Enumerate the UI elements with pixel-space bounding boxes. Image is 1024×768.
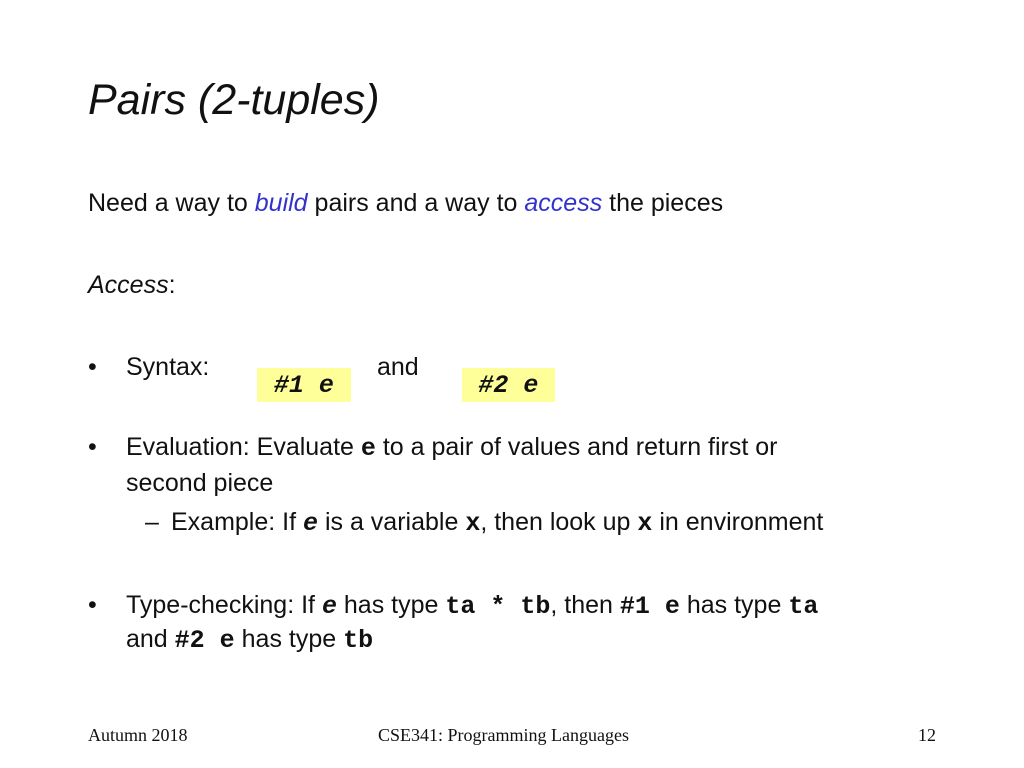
example-text-3: , then look up: [480, 508, 638, 536]
evaluation-text-2: to a pair of values and return first or: [375, 433, 778, 461]
typecheck-text-4: has type: [679, 591, 789, 619]
typecheck-code-ta: ta: [788, 592, 819, 621]
syntax-label: Syntax:: [126, 353, 210, 381]
footer-course: CSE341: Programming Languages: [378, 725, 629, 745]
typecheck-line-2: [126, 624, 373, 656]
bullet-marker-typecheck: •: [88, 591, 97, 619]
bullet-marker-syntax: •: [88, 353, 97, 381]
example-code-x-2: x: [637, 509, 653, 538]
typecheck-text-5: has type: [234, 625, 344, 653]
build-word: build: [254, 189, 308, 217]
access-heading-word: Access: [88, 271, 169, 299]
typecheck-line-1: [126, 590, 818, 622]
typecheck-code-second: #2 e: [174, 626, 235, 655]
evaluation-code-e: e: [360, 434, 376, 463]
intro-text-2: pairs and a way to: [307, 189, 525, 217]
page-number: 12: [918, 725, 936, 745]
slide-title: Pairs (2-tuples): [88, 76, 380, 124]
typecheck-text-2: has type: [336, 591, 446, 619]
syntax-code-2: #2 e: [462, 368, 555, 402]
typecheck-text-3: , then: [550, 591, 620, 619]
evaluation-text-1: Evaluation: Evaluate: [126, 433, 361, 461]
syntax-code-1: #1 e: [257, 368, 351, 402]
access-heading: [88, 270, 176, 300]
typecheck-text-1: Type-checking: If: [126, 591, 322, 619]
syntax-and: and: [377, 353, 419, 381]
evaluation-line-1: [126, 432, 778, 464]
typecheck-and: and: [126, 625, 175, 653]
intro-line: [88, 188, 723, 218]
example-code-e: e: [303, 509, 319, 538]
example-line: [171, 507, 823, 539]
example-text-2: is a variable: [318, 508, 466, 536]
access-word: access: [524, 189, 603, 217]
example-code-x-1: x: [465, 509, 481, 538]
typecheck-code-type: ta * tb: [445, 592, 551, 621]
sub-bullet-marker: –: [145, 508, 159, 536]
typecheck-code-e: e: [321, 592, 337, 621]
evaluation-line-2: second piece: [126, 469, 274, 497]
intro-text-3: the pieces: [602, 189, 724, 217]
intro-text-1: Need a way to: [88, 189, 255, 217]
typecheck-code-first: #1 e: [619, 592, 680, 621]
typecheck-code-tb: tb: [343, 626, 374, 655]
example-text-1: Example: If: [171, 508, 303, 536]
bullet-marker-evaluation: •: [88, 433, 97, 461]
syntax-code-1-box: [248, 350, 342, 400]
access-heading-colon: :: [168, 271, 176, 299]
footer-term: Autumn 2018: [88, 725, 188, 745]
syntax-code-2-box: [453, 350, 546, 400]
example-text-4: in environment: [652, 508, 824, 536]
